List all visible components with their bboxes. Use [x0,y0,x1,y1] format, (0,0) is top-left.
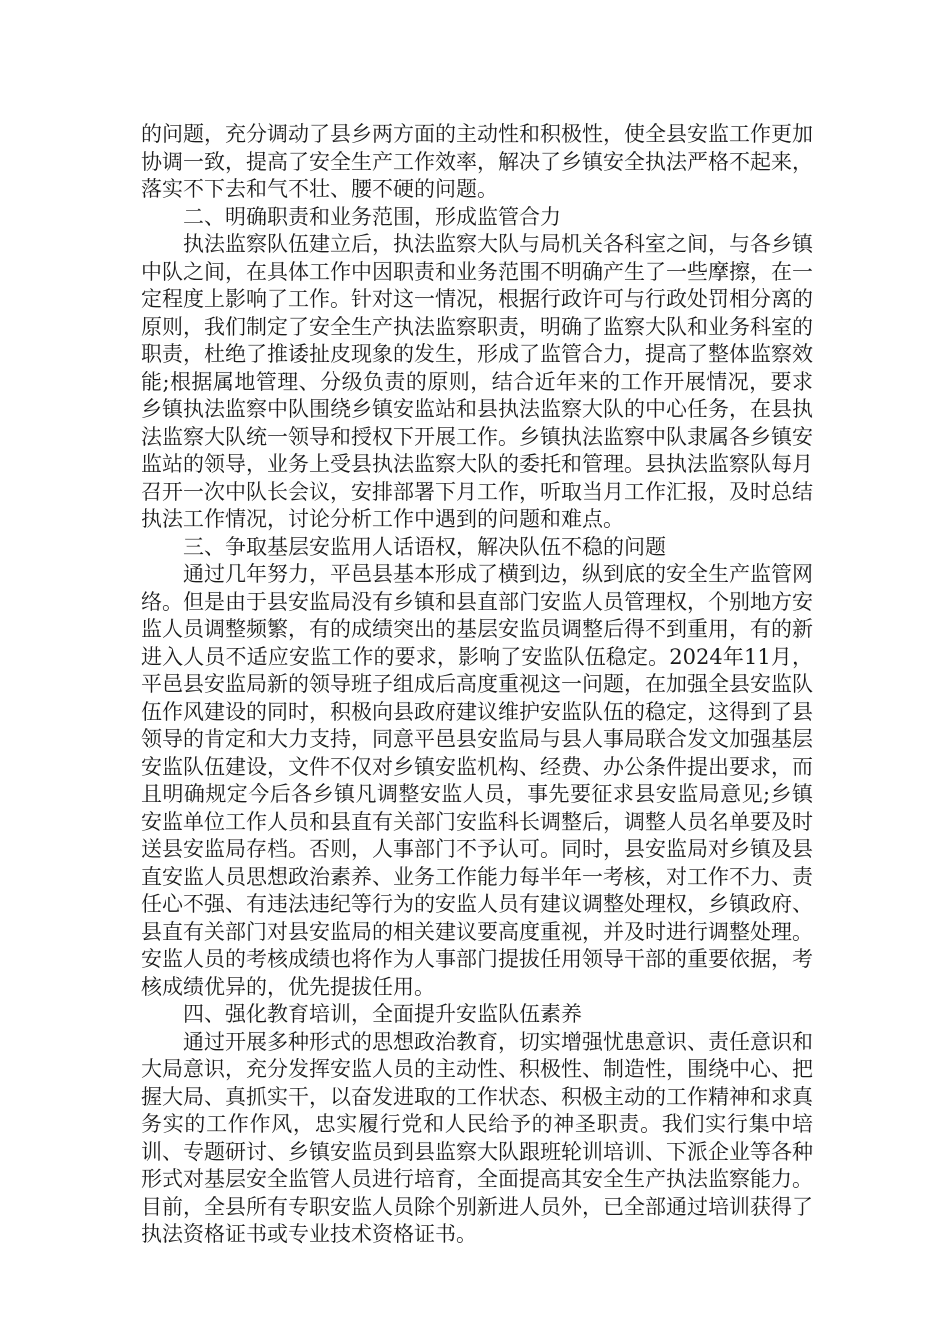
paragraph-training: 通过开展多种形式的思想政治教育，切实增强忧患意识、责任意识和大局意识，充分发挥安监人员的主动性、积极性、制造性，围绕中心、把握大局、真抓实干，以奋发进取的工作状态、积极主动的工作精神和求真务实的工作作风，忠实履行党和人民给予的神圣职责。我们实行集中培训、专题研讨、乡镇安监员到县监察大队跟班轮训培训、下派企业等各种形式对基层安全监管人员进行培育，全面提高其安全生产执法监察能力。目前，全县所有专职安监人员除个别新进人员外，已全部通过培训获得了执法资格证书或专业技术资格证书。 [141,1029,813,1246]
paragraph-staffing: 通过几年努力，平邑县基本形成了横到边，纵到底的安全生产监管网络。但是由于县安监局没有乡镇和县直部门安监人员管理权，个别地方安监人员调整频繁，有的成绩突出的基层安监员调整后得不到重用，有的新进入人员不适应安监工作的要求，影响了安监队伍稳定。2024年11月，平邑县安监局新的领导班子组成后高度重视这一问题，在加强全县安监队伍作风建设的同时，积极向县政府建议维护安监队伍的稳定，这得到了县领导的肯定和大力支持，同意平邑县安监局与县人事局联合发文加强基层安监队伍建设，文件不仅对乡镇安监机构、经费、办公条件提出要求，而且明确规定今后各乡镇凡调整安监人员，事先要征求县安监局意见;乡镇安监单位工作人员和县直有关部门安监科长调整后，调整人员名单要及时送县安监局存档。否则，人事部门不予认可。同时，县安监局对乡镇及县直安监人员思想政治素养、业务工作能力每半年一考核，对工作不力、责任心不强、有违法违纪等行为的安监人员有建议调整处理权，乡镇政府、县直有关部门对县安监局的相关建议要高度重视，并及时进行调整处理。安监人员的考核成绩也将作为人事部门提拔任用领导干部的重要依据，考核成绩优异的，优先提拔任用。 [141,562,813,999]
paragraph-responsibilities: 执法监察队伍建立后，执法监察大队与局机关各科室之间，与各乡镇中队之间，在具体工作中因职责和业务范围不明确产生了一些摩擦，在一定程度上影响了工作。针对这一情况，根据行政许可与行政处罚相分离的原则，我们制定了安全生产执法监察职责，明确了监察大队和业务科室的职责，杜绝了推诿扯皮现象的发生，形成了监管合力，提高了整体监察效能;根据属地管理、分级负责的原则，结合近年来的工作开展情况，要求乡镇执法监察中队围绕乡镇安监站和县执法监察大队的中心任务，在县执法监察大队统一领导和授权下开展工作。乡镇执法监察中队隶属各乡镇安监站的领导，业务上受县执法监察大队的委托和管理。县执法监察队每月召开一次中队长会议，安排部署下月工作，听取当月工作汇报，及时总结执法工作情况，讨论分析工作中遇到的问题和难点。 [141,232,813,531]
document-body [141,121,813,1249]
paragraph-continuation: 的问题，充分调动了县乡两方面的主动性和积极性，使全县安监工作更加协调一致，提高了安全生产工作效率，解决了乡镇安全执法严格不起来，落实不下去和气不壮、腰不硬的问题。 [141,122,813,201]
section-heading-3: 三、争取基层安监用人话语权，解决队伍不稳的问题 [183,534,666,559]
section-heading-2: 二、明确职责和业务范围，形成监管合力 [183,204,561,229]
section-heading-4: 四、强化教育培训，全面提升安监队伍素养 [183,1002,582,1026]
